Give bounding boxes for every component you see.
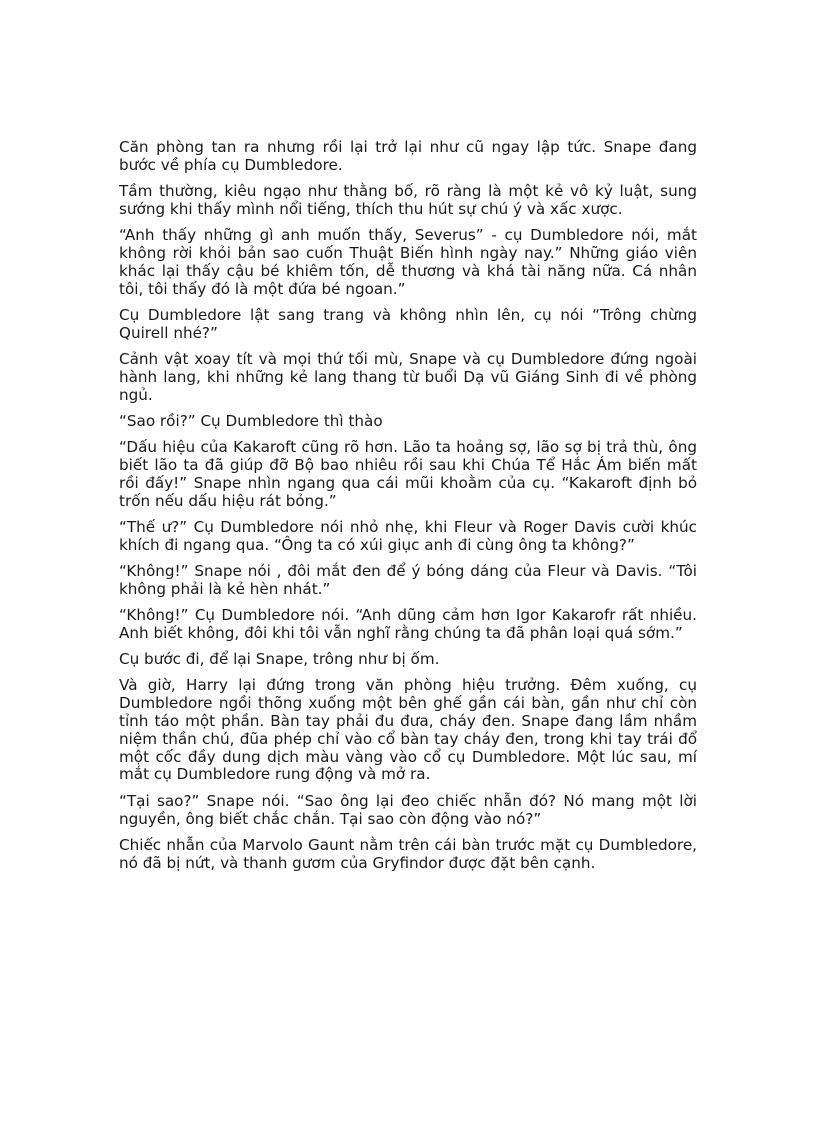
paragraph: “Tại sao?” Snape nói. “Sao ông lại đeo chiếc nhẫn đó? Nó mang một lời nguyền, ông biết chắc chắn. Tại sao còn động vào nó?”	[119, 791, 697, 828]
paragraph: Cụ bước đi, để lại Snape, trông như bị ốm.	[119, 650, 440, 669]
paragraph: “Không!” Cụ Dumbledore nói. “Anh dũng cảm hơn Igor Kakarofr rất nhiều. Anh biết không, đôi khi tôi vẫn nghĩ rằng chúng ta đã phân loại quá sớm.”	[119, 606, 697, 642]
paragraph: “Dấu hiệu của Kakaroft cũng rõ hơn. Lão ta hoảng sợ, lão sợ bị trả thù, ông biết lão ta đã giúp đỡ Bộ bao nhiêu rồi sau khi Chúa Tể Hắc Ám biến mất rồi đấy!” Snape nhìn ngang qua cái mũi khoằm của cụ. “Kakaroft định bỏ trốn nếu dấu hiệu rát bỏng.”	[119, 438, 697, 510]
paragraph: Và giờ, Harry lại đứng trong văn phòng hiệu trưởng. Đêm xuống, cụ Dumbledore ngồi thõng xuống một bên ghế gần cái bàn, gần như chỉ còn tỉnh táo một phần. Bàn tay phải đu đưa, cháy đen. Snape đang lầm nhầm niệm thần chú, đũa phép chỉ vào cổ bàn tay cháy đen, trong khi tay trái đổ một cốc đầy dung dịch màu vàng vào cổ cụ Dumbledore. Một lúc sau, mí mắt cụ Dumbledore rung động và mở ra.	[119, 676, 697, 784]
paragraph: “Sao rồi?” Cụ Dumbledore thì thào	[119, 411, 383, 430]
paragraph: Cảnh vật xoay tít và mọi thứ tối mù, Snape và cụ Dumbledore đứng ngoài hành lang, khi những kẻ lang thang từ buổi Dạ vũ Giáng Sinh đi về phòng ngủ.	[119, 349, 697, 404]
paragraph: Tầm thường, kiêu ngạo như thằng bố, rõ ràng là một kẻ vô kỷ luật, sung sướng khi thấy mình nổi tiếng, thích thu hút sự chú ý và xấc xược.	[119, 182, 697, 218]
paragraph: Căn phòng tan ra nhưng rồi lại trở lại như cũ ngay lập tức. Snape đang bước về phía cụ Dumbledore.	[119, 138, 697, 174]
document-page	[119, 139, 697, 881]
paragraph: Cụ Dumbledore lật sang trang và không nhìn lên, cụ nói “Trông chừng Quirell nhé?”	[119, 305, 697, 342]
paragraph: “Anh thấy những gì anh muốn thấy, Severus” - cụ Dumbledore nói, mắt không rời khỏi bản sao cuốn Thuật Biến hình ngày nay.” Những giáo viên khác lại thấy cậu bé khiêm tốn, dễ thương và khá tài năng nữa. Cá nhân tôi, tôi thấy đó là một đứa bé ngoan.”	[119, 226, 697, 298]
paragraph: Chiếc nhẫn của Marvolo Gaunt nằm trên cái bàn trước mặt cụ Dumbledore, nó đã bị nứt, và thanh gươm của Gryfindor được đặt bên cạnh.	[119, 835, 697, 872]
paragraph: “Thế ư?” Cụ Dumbledore nói nhỏ nhẹ, khi Fleur và Roger Davis cười khúc khích đi ngang qua. “Ông ta có xúi giục anh đi cùng ông ta không?”	[119, 517, 697, 554]
paragraph: “Không!” Snape nói , đôi mắt đen để ý bóng dáng của Fleur và Davis. “Tôi không phải là kẻ hèn nhát.”	[119, 561, 697, 598]
